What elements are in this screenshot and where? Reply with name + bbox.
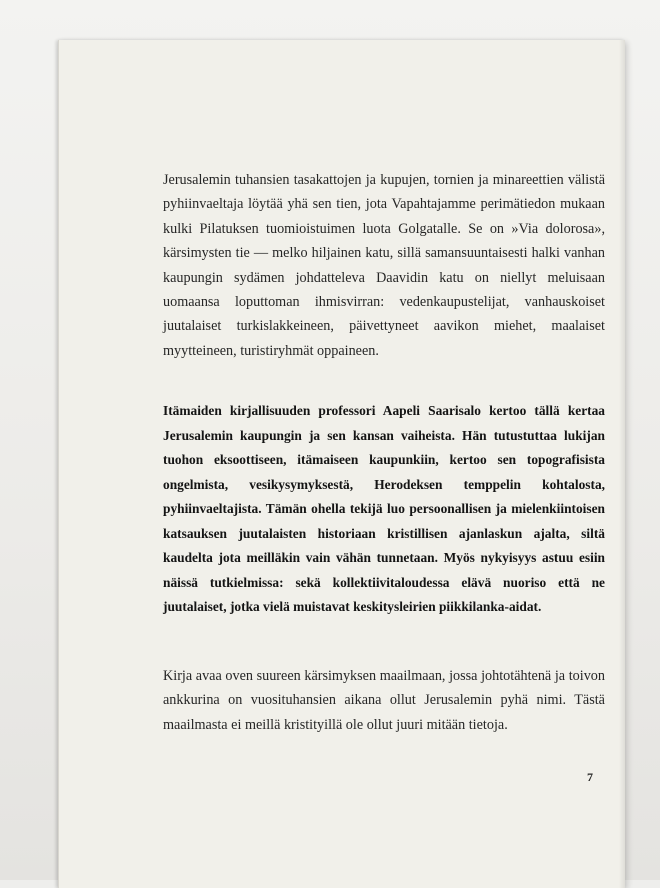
blurb-paragraph-3: Kirja avaa oven suureen kärsimyksen maailmaan, jossa johtotähtenä ja toivon ankkurina on vuosituhansien aikana ollut Jerusalemin pyhä nimi. Tästä maailmasta ei meillä kristityillä ole ollut juuri mitään tietoja.	[163, 668, 605, 733]
blurb-paragraph-2: Itämaiden kirjallisuuden professori Aapeli Saarisalo kertoo tällä kertaa Jerusalemin kaupungin ja sen kansan vaiheista. Hän tutustuttaa lukijan tuohon eksoottiseen, itämaiseen kaupunkiin, kertoo sen topografisista ongelmista, vesikysymyksestä, Herodeksen temppelin kohtalosta, pyhiinvaeltajista. Tämän ohella tekijä luo persoonallisen ja mielenkiintoisen katsauksen juutalaisten historiaan kristillisen ajanlaskun ajalta, siltä kaudelta jota meilläkin vain vähän tunnetaan. Myös nykyisyys astuu esiin näissä tutkielmissa: sekä kollektiivitaloudessa elävä nuoriso että ne juutalaiset, jotka vielä muistavat keskitysleirien piikkilanka-aidat.	[163, 403, 605, 614]
book-back-cover	[58, 40, 625, 888]
blurb-paragraph-1: Jerusalemin tuhansien tasakattojen ja kupujen, tornien ja minareettien välistä pyhiinvaeltaja löytää yhä sen tien, jota Vapahtajamme perimätiedon mukaan kulki Pilatuksen tuomioistuimen luota Golgatalle. Se on »Via dolorosa», kärsimysten tie — melko hiljainen katu, sillä samansuuntaisesti halki vanhan kaupungin sydämen johdatteleva Daavidin katu on niellyt meluisaan uomaansa loputtoman ihmisvirran: vedenkaupustelijat, vanhauskoiset juutalaiset turkislakkeineen, päivettyneet aavikon miehet, maalaiset myytteineen, turistiryhmät oppaineen.	[163, 172, 605, 359]
page-number: 7	[587, 770, 593, 784]
